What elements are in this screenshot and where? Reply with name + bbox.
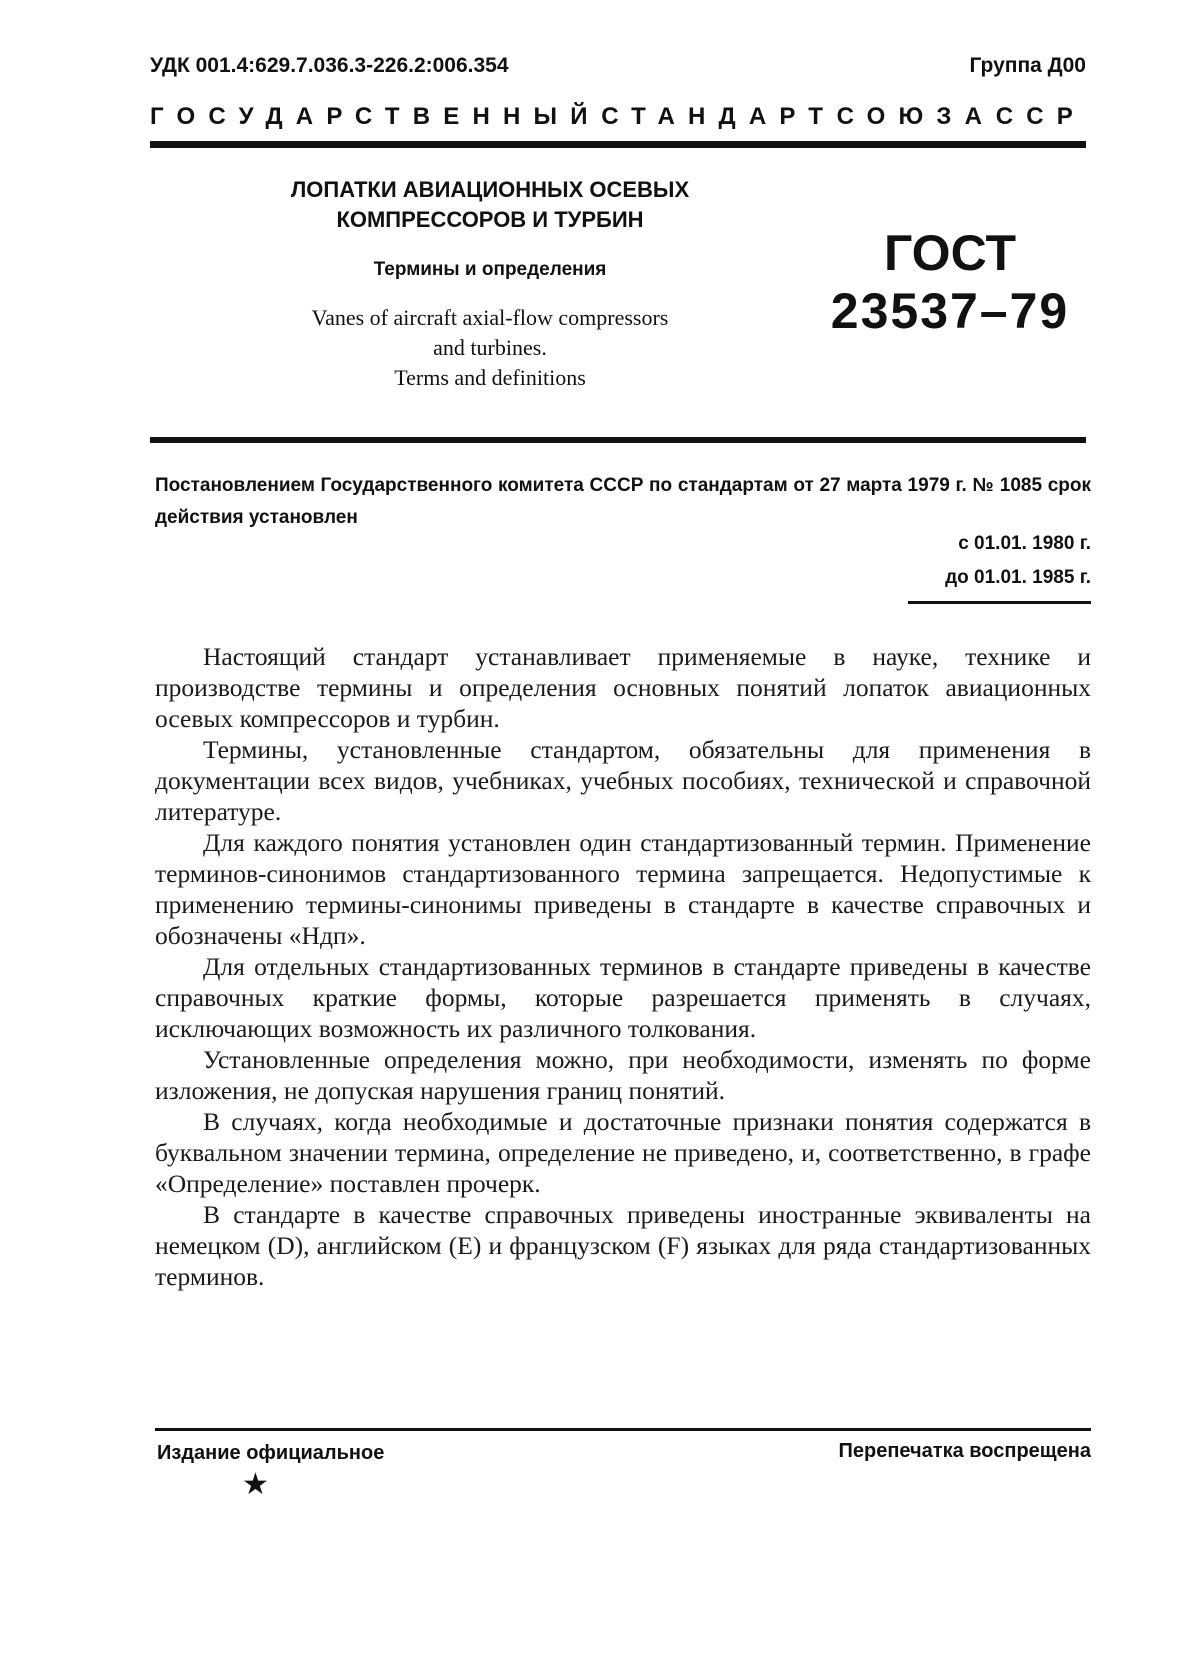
body-paragraph: Настоящий стандарт устанавливает применяемые в науке, технике и производстве термины и определения основных понятий лопаток авиационных осевых компрессоров и турбин. [155,642,1091,733]
middle-divider [150,437,1086,443]
validity-underline [908,601,1091,604]
heading-word-2: СТАНДАРТ [601,103,837,130]
top-divider [150,141,1086,148]
gost-label: ГОСТ [884,225,1016,281]
valid-from: с 01.01. 1980 г. [958,533,1091,554]
title-en-line-3: Terms and definitions [394,365,586,390]
edition-note: Издание официальное [157,1442,385,1464]
udc-code: УДК 001.4:629.7.036.3-226.2:006.354 [150,54,509,77]
decree-text: Постановлением Государственного комитета СССР по стандартам от 27 марта 1979 г. № 1085 срок действия установлен [155,475,1091,528]
valid-to: до 01.01. 1985 г. [945,567,1091,588]
body-text [155,641,1091,1292]
footer-divider [155,1428,1091,1431]
heading-word-1: ГОСУДАРСТВЕННЫЙ [150,103,601,130]
title-en [200,303,780,393]
gost-number: 23537–79 [830,283,1070,339]
heading-word-3: СОЮЗА [836,103,996,130]
star-icon: ★ [242,1468,269,1501]
title-ru: ЛОПАТКИ АВИАЦИОННЫХ ОСЕВЫХ КОМПРЕССОРОВ И ТУРБИН [290,177,690,232]
validity-period [945,527,1091,595]
reprint-note: Перепечатка воспрещена [838,1440,1091,1462]
subtitle-ru: Термины и определения [373,259,607,280]
title-en-line-2: and turbines. [433,335,547,360]
body-paragraph: Для отдельных стандартизованных терминов в стандарте приведены в качестве справочных краткие формы, которые разрешается применять в случаях, исключающих возможность их различного толкования. [155,952,1091,1043]
gost-designation [800,224,1100,340]
title-block [200,175,780,393]
body-paragraph: В случаях, когда необходимые и достаточные признаки понятия содержатся в буквальном значении термина, определение не приведено, и, соответственно, в графе «Определение» поставлен прочерк. [155,1107,1091,1198]
body-paragraph: Для каждого понятия установлен один стандартизованный термин. Применение терминов-синонимов стандартизованного термина запрещается. Недопустимые к применению термины-синонимы приведены в стандарте в качестве справочных и обозначены «Ндп». [155,828,1091,950]
body-paragraph: Термины, установленные стандартом, обязательны для применения в документации всех видов, учебниках, учебных пособиях, технической и справочной литературе. [155,735,1091,826]
group-code: Группа Д00 [969,54,1086,77]
body-paragraph: В стандарте в качестве справочных приведены иностранные эквиваленты на немецком (D), английском (E) и французском (F) языках для ряда стандартизованных терминов. [155,1200,1091,1291]
heading-word-4: ССР [995,103,1086,130]
state-standard-heading [150,103,1086,131]
body-paragraph: Установленные определения можно, при необходимости, изменять по форме изложения, не допуская нарушения границ понятий. [155,1045,1091,1105]
title-en-line-1: Vanes of aircraft axial-flow compressors [311,305,669,330]
